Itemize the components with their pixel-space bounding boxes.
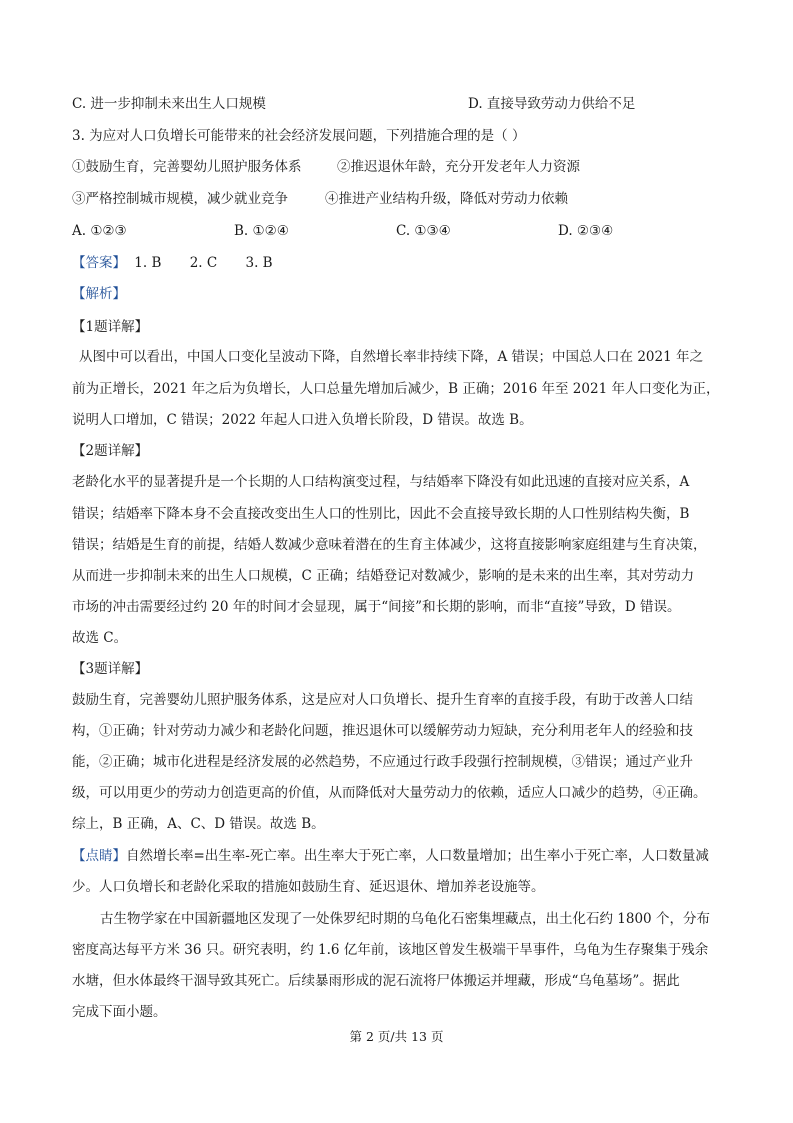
- q3-option-a: A. ①②③: [72, 223, 127, 239]
- q3-options: [72, 222, 614, 240]
- page-footer: 第 2 页/共 13 页: [349, 1029, 444, 1044]
- analysis-tag: 【解析】: [72, 286, 126, 302]
- detail-2-line: 市场的冲击需要经过约 20 年的时间才会显现，属于“间接”和长期的影响，而非“直接”导致，D 错误。: [72, 599, 681, 615]
- passage-line: 水塘，但水体最终干涸导致其死亡。后续暴雨形成的泥石流将尸体搬运并埋藏，形成“乌龟墓场”。据此: [72, 973, 680, 989]
- answer-3: 3. B: [245, 255, 273, 271]
- detail-1-line: 前为正增长，2021 年之后为负增长，人口总量先增加后减少，B 正确；2016 年至 2021 年人口变化为正，: [72, 381, 720, 397]
- passage-line: 密度高达每平方米 36 只。研究表明，约 1.6 亿年前，该地区曾发生极端干旱事件，乌龟为生存聚集于残余: [72, 942, 709, 958]
- passage-line: 完成下面小题。: [72, 1004, 167, 1020]
- q3-item-2: ②推迟退休年龄，充分开发老年人力资源: [337, 159, 580, 175]
- detail-3-line: 级，可以用更少的劳动力创造更高的价值，从而降低对大量劳动力的依赖，适应人口减少的趋势，④正确。: [72, 785, 707, 801]
- q3-stem: 3. 为应对人口负增长可能带来的社会经济发展问题，下列措施合理的是（ ）: [72, 128, 526, 144]
- key-point-tag: 【点睛】: [72, 848, 126, 864]
- answer-line: [72, 254, 273, 272]
- detail-3-line: 鼓励生育，完善婴幼儿照护服务体系，这是应对人口负增长、提升生育率的直接手段，有助于改善人口结: [72, 692, 693, 708]
- q3-item-3: ③严格控制城市规模，减少就业竞争: [72, 191, 288, 207]
- key-point-line: [72, 847, 709, 865]
- key-point-line: 少。人口负增长和老龄化采取的措施如鼓励生育、延迟退休、增加养老设施等。: [72, 879, 545, 895]
- q3-item-row-1: [72, 158, 580, 176]
- answer-2: 2. C: [189, 255, 218, 271]
- answer-tag: 【答案】: [72, 255, 126, 271]
- detail-3-line: 构，①正确；针对劳动力减少和老龄化问题，推迟退休可以缓解劳动力短缺，充分利用老年人的经验和技: [72, 723, 693, 739]
- detail-2-line: 老龄化水平的显著提升是一个长期的人口结构演变过程，与结婚率下降没有如此迅速的直接对应关系，A: [72, 474, 690, 490]
- q3-option-c: C. ①③④: [396, 223, 451, 239]
- q2-option-row: [72, 95, 636, 113]
- q3-item-4: ④推进产业结构升级，降低对劳动力依赖: [325, 191, 568, 207]
- q3-item-row-2: [72, 190, 568, 208]
- q3-option-d: D. ②③④: [558, 223, 614, 239]
- detail-3-tag: 【3题详解】: [72, 661, 149, 677]
- detail-3-line: 综上，B 正确，A、C、D 错误。故选 B。: [72, 816, 325, 832]
- passage-line: 古生物学家在中国新疆地区发现了一处侏罗纪时期的乌龟化石密集埋藏点，出土化石约 1800 个，分布: [100, 911, 710, 927]
- detail-1-line: 从图中可以看出，中国人口变化呈波动下降，自然增长率非持续下降，A 错误；中国总人口在 2021 年之: [79, 349, 703, 365]
- detail-1-tag: 【1题详解】: [72, 319, 149, 335]
- detail-3-line: 能，②正确；城市化进程是经济发展的必然趋势，不应通过行政手段强行控制规模，③错误；通过产业升: [72, 754, 693, 770]
- q3-item-1: ①鼓励生育，完善婴幼儿照护服务体系: [72, 159, 302, 175]
- detail-2-line: 从而进一步抑制未来的出生人口规模，C 正确；结婚登记对数减少，影响的是未来的出生率，其对劳动力: [72, 568, 695, 584]
- key-point-text: 自然增长率=出生率-死亡率。出生率大于死亡率，人口数量增加；出生率小于死亡率，人口数量减: [126, 848, 709, 864]
- detail-2-tag: 【2题详解】: [72, 443, 149, 459]
- q2-option-d: D. 直接导致劳动力供给不足: [468, 96, 636, 112]
- q2-option-c: C. 进一步抑制未来出生人口规模: [72, 96, 266, 112]
- answer-1: 1. B: [134, 255, 162, 271]
- detail-2-line: 错误；结婚率下降本身不会直接改变出生人口的性别比，因此不会直接导致长期的人口性别结构失衡，B: [72, 506, 690, 522]
- detail-1-line: 说明人口增加，C 错误；2022 年起人口进入负增长阶段，D 错误。故选 B。: [72, 412, 533, 428]
- detail-2-line: 错误；结婚是生育的前提，结婚人数减少意味着潜在的生育主体减少，这将直接影响家庭组建与生育决策，: [72, 537, 707, 553]
- q3-option-b: B. ①②④: [234, 223, 289, 239]
- detail-2-line: 故选 C。: [72, 630, 128, 646]
